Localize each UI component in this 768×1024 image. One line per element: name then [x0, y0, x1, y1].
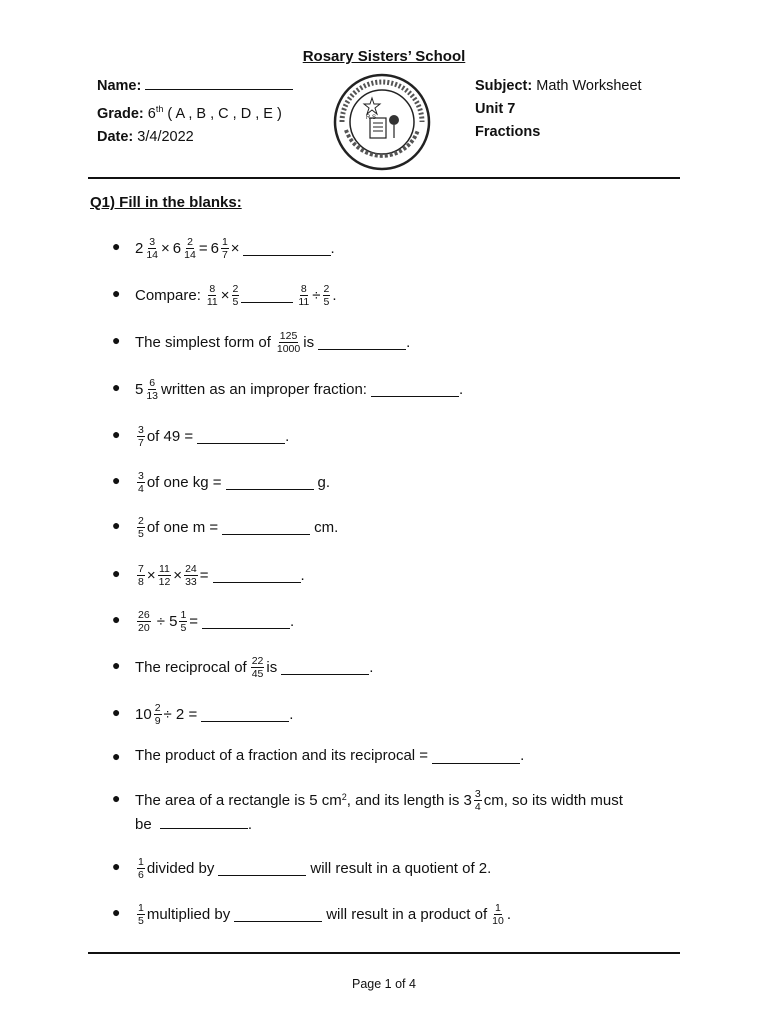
whole-number: 6 — [210, 239, 219, 257]
fraction — [491, 902, 505, 927]
numerator: 2 — [187, 236, 193, 248]
numerator: 125 — [279, 330, 298, 342]
numerator: 8 — [300, 283, 307, 295]
numerator: 3 — [138, 470, 144, 482]
answer-blank[interactable] — [202, 614, 290, 629]
operator: × — [161, 239, 170, 257]
item-text: The reciprocal of — [135, 658, 247, 676]
item-text: Compare: — [135, 286, 201, 304]
item-text: of one kg = — [146, 473, 222, 491]
date-value: 3/4/2022 — [137, 128, 194, 145]
denominator: 14 — [184, 249, 196, 261]
fraction — [137, 424, 145, 449]
answer-blank[interactable] — [160, 814, 248, 829]
section-title: Q1) Fill in the blanks: — [90, 194, 242, 211]
answer-blank[interactable] — [234, 907, 322, 922]
unit-label: Unit 7 — [475, 101, 516, 117]
bullet-icon: ● — [112, 704, 121, 720]
answer-blank[interactable] — [213, 568, 301, 583]
item-text: The area of a rectangle is 5 cm — [135, 791, 342, 809]
item-text: will result in a product of — [326, 905, 488, 923]
numerator: 1 — [495, 902, 501, 914]
numerator: 2 — [138, 515, 144, 527]
item-text: be — [135, 816, 152, 833]
denominator: 4 — [474, 801, 481, 813]
bullet-icon: ● — [112, 517, 121, 533]
operator: × — [230, 239, 240, 257]
header-left — [97, 75, 293, 149]
fraction — [145, 236, 159, 261]
fraction — [145, 377, 159, 402]
operator: = — [199, 566, 209, 584]
fraction — [137, 470, 145, 495]
item-end: g. — [317, 473, 331, 491]
bullet-icon: ● — [112, 748, 121, 764]
header-divider — [88, 177, 680, 179]
item-end: . — [369, 658, 374, 676]
fraction — [137, 902, 145, 927]
item-text: written as an improper fraction: — [161, 380, 367, 398]
grade-sup: th — [155, 104, 164, 114]
item-end: . — [506, 905, 511, 923]
denominator: 9 — [154, 715, 161, 727]
item-end: . — [520, 747, 525, 764]
denominator: 33 — [185, 576, 197, 588]
fraction — [206, 283, 219, 308]
numerator: 8 — [209, 283, 216, 295]
denominator: 13 — [146, 390, 159, 402]
item-text: of 49 = — [146, 427, 194, 445]
item-text: The product of a fraction and its reciprocal = — [135, 747, 429, 764]
superscript: 2 — [341, 791, 347, 802]
answer-blank[interactable] — [218, 861, 306, 876]
footer-divider — [88, 952, 680, 954]
item-text: will result in a quotient of 2. — [310, 859, 492, 877]
bullet-icon: ● — [112, 285, 121, 301]
fraction — [323, 283, 331, 308]
denominator: 14 — [146, 249, 159, 261]
operator: × — [173, 566, 183, 584]
operator: × — [146, 566, 156, 584]
denominator: 8 — [138, 576, 144, 588]
school-title: Rosary Sisters’ School — [302, 48, 466, 65]
grade-value: 6 — [147, 105, 156, 122]
fraction — [474, 788, 482, 813]
bullet-icon: ● — [112, 565, 121, 581]
answer-blank[interactable] — [197, 429, 285, 444]
numerator: 6 — [149, 377, 156, 389]
whole-number: 6 — [172, 239, 182, 257]
topic-row — [475, 121, 642, 144]
bullet-icon: ● — [112, 379, 121, 395]
svg-text:R.S: R.S — [366, 115, 377, 121]
item-text: of one m = — [146, 518, 219, 536]
item-end: . — [285, 427, 290, 445]
fraction — [276, 330, 301, 355]
topic-label: Fractions — [475, 124, 541, 140]
subject-row — [475, 75, 642, 98]
whole-number: 10 — [135, 705, 152, 723]
numerator: 1 — [221, 236, 228, 248]
fraction — [184, 563, 198, 588]
numerator: 7 — [138, 563, 144, 575]
fraction — [137, 563, 145, 588]
fraction — [232, 283, 240, 308]
bullet-icon: ● — [112, 657, 121, 673]
denominator: 11 — [298, 296, 310, 308]
denominator: 20 — [138, 622, 150, 634]
numerator: 1 — [138, 902, 144, 914]
operator: ÷ — [312, 286, 321, 304]
item-text: is — [303, 333, 315, 351]
denominator: 5 — [138, 528, 144, 540]
item-text: divided by — [146, 859, 215, 877]
item-text: , and its length is 3 — [346, 791, 472, 809]
name-row — [97, 75, 293, 98]
numerator: 22 — [251, 655, 264, 667]
fraction — [183, 236, 197, 261]
denominator: 5 — [323, 296, 330, 308]
answer-blank[interactable] — [371, 382, 459, 397]
name-blank[interactable] — [145, 75, 293, 90]
item-text: multiplied by — [146, 905, 231, 923]
answer-blank[interactable] — [243, 241, 331, 256]
numerator: 3 — [474, 788, 481, 800]
denominator: 12 — [158, 576, 171, 588]
item-end: . — [290, 612, 295, 630]
denominator: 10 — [492, 915, 504, 927]
numerator: 2 — [323, 283, 330, 295]
seal-emblem-icon — [332, 72, 432, 172]
fraction — [179, 609, 187, 634]
denominator: 1000 — [276, 343, 301, 355]
bullet-icon: ● — [112, 611, 121, 627]
operator: × — [220, 286, 230, 304]
item-end: . — [247, 816, 253, 833]
answer-blank[interactable] — [201, 707, 289, 722]
denominator: 11 — [206, 296, 218, 308]
bullet-icon: ● — [112, 472, 121, 488]
item-end: cm. — [314, 518, 339, 536]
denominator: 7 — [221, 249, 228, 261]
numerator: 3 — [149, 236, 156, 248]
item-end: . — [458, 380, 464, 398]
grade-row — [97, 98, 293, 126]
item-end: . — [332, 286, 337, 304]
compare-blank[interactable] — [241, 288, 293, 303]
unit-row — [475, 98, 642, 121]
name-label: Name: — [97, 78, 142, 94]
answer-blank[interactable] — [226, 475, 314, 490]
numerator: 26 — [138, 609, 150, 621]
numerator: 2 — [232, 283, 239, 295]
item-end: . — [289, 705, 294, 723]
date-label: Date: — [97, 128, 134, 145]
operator: = — [189, 612, 199, 630]
bullet-icon: ● — [112, 790, 121, 806]
bullet-icon: ● — [112, 858, 121, 874]
denominator: 45 — [251, 668, 264, 680]
numerator: 11 — [159, 563, 170, 575]
fraction — [158, 563, 172, 588]
item-text: ÷ 2 = — [163, 705, 198, 723]
denominator: 5 — [232, 296, 239, 308]
operator: = — [198, 239, 208, 257]
item-end: . — [406, 333, 411, 351]
school-seal — [332, 72, 432, 172]
operator: ÷ 5 — [156, 612, 178, 630]
item-continuation — [135, 814, 252, 833]
bullet-icon: ● — [112, 332, 121, 348]
fraction — [137, 856, 145, 881]
fraction — [221, 236, 229, 261]
fraction — [297, 283, 310, 308]
numerator: 1 — [180, 609, 187, 621]
bullet-icon: ● — [112, 426, 121, 442]
item-text: is — [266, 658, 278, 676]
denominator: 5 — [138, 915, 144, 927]
item-text: cm, so its width must — [483, 791, 623, 809]
answer-blank[interactable] — [318, 335, 406, 350]
grade-sections: ( A , B , C , D , E ) — [163, 105, 282, 122]
date-row — [97, 126, 293, 149]
numerator: 1 — [138, 856, 144, 868]
answer-blank[interactable] — [222, 520, 310, 535]
fraction — [154, 702, 162, 727]
whole-number: 5 — [135, 380, 144, 398]
numerator: 2 — [154, 702, 161, 714]
numerator: 3 — [138, 424, 144, 436]
denominator: 4 — [138, 483, 144, 495]
fraction — [137, 609, 151, 634]
bullet-icon: ● — [112, 904, 121, 920]
denominator: 7 — [138, 437, 144, 449]
denominator: 5 — [180, 622, 187, 634]
bullet-icon: ● — [112, 238, 121, 254]
fraction — [137, 515, 145, 540]
fraction — [251, 655, 265, 680]
item-text: The simplest form of — [135, 333, 271, 351]
answer-blank[interactable] — [432, 749, 520, 764]
whole-number: 2 — [135, 239, 144, 257]
numerator: 24 — [185, 563, 197, 575]
subject-value: Math Worksheet — [536, 78, 642, 94]
answer-blank[interactable] — [281, 660, 369, 675]
subject-label: Subject: — [475, 78, 533, 94]
grade-label: Grade: — [97, 105, 144, 122]
item-end: . — [330, 239, 335, 257]
denominator: 6 — [138, 869, 144, 881]
item-end: . — [300, 566, 305, 584]
page-number: Page 1 of 4 — [352, 977, 416, 991]
header-right — [475, 75, 642, 144]
